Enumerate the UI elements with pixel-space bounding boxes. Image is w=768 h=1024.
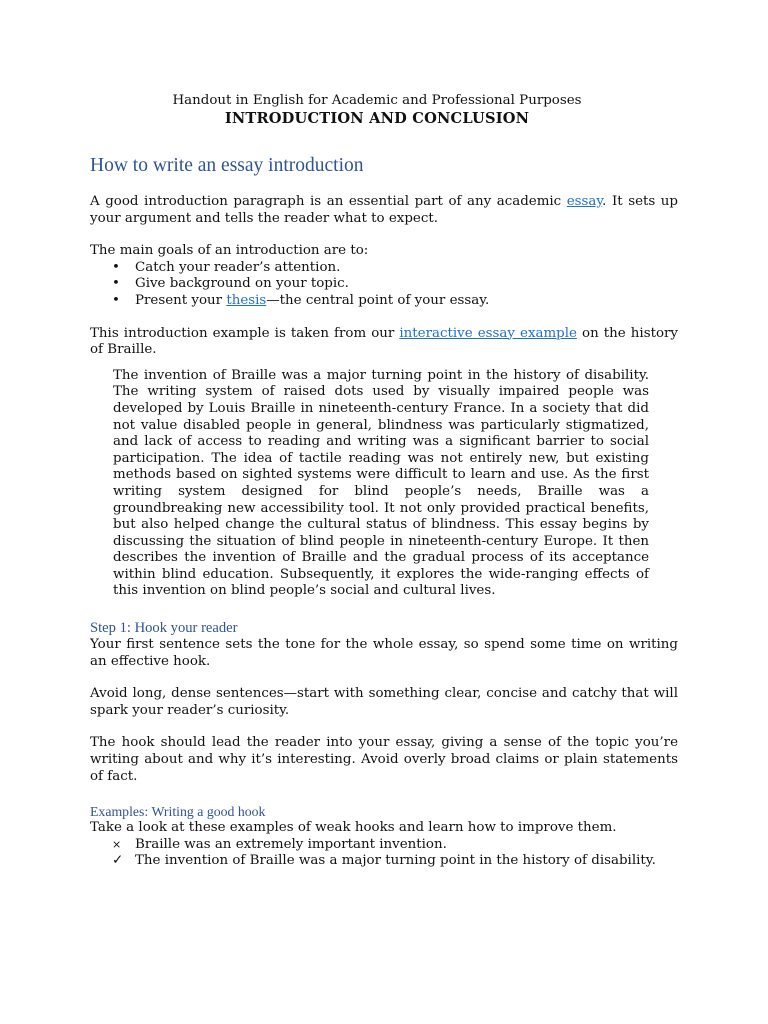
- handout-title: Handout in English for Academic and Professional Purposes: [172, 93, 582, 108]
- check-icon: ✓: [112, 853, 124, 869]
- example-introduction-quote: The invention of Braille was a major turning point in the history of disability. The writing system of raised dots used by visually impaired people was developed by Louis Braille in nineteenth-century France. In a society that did not value disabled people in general, blindness was particularly stigmatized, and lack of access to reading and writing was a significant barrier to social participation. The idea of tactile reading was not entirely new, but existing methods based on sighted systems were difficult to learn and use. As the first writing system designed for blind people’s needs, Braille was a groundbreaking new accessibility tool. It not only provided practical benefits, but also helped change the cultural status of blindness. This essay begins by discussing the situation of blind people in nineteenth-century Europe. It then describes the invention of Braille and the gradual process of its acceptance within blind education. Subsequently, it explores the wide-ranging effects of this invention on blind people’s social and cultural lives.: [113, 367, 649, 599]
- section-heading-introduction: How to write an essay introduction: [90, 155, 364, 176]
- step1-heading: Step 1: Hook your reader: [90, 620, 238, 637]
- examples-list: [90, 837, 678, 870]
- interactive-essay-example-link[interactable]: interactive essay example: [399, 325, 577, 341]
- bullet-icon: •: [112, 292, 120, 308]
- goals-intro: The main goals of an introduction are to:: [90, 243, 369, 259]
- list-item: • Catch your reader’s attention.: [112, 259, 341, 275]
- list-item: • Give background on your topic.: [112, 276, 349, 292]
- thesis-link[interactable]: thesis: [226, 292, 267, 308]
- step1-paragraph-3: The hook should lead the reader into your essay, giving a sense of the topic you’re writing about and why it’s interesting. Avoid overly broad claims or plain statements of fact.: [90, 735, 678, 784]
- example-source-paragraph: This introduction example is taken from our interactive essay example on the history of Braille.: [90, 325, 678, 358]
- list-item: • Present your thesis—the central point of your essay.: [112, 292, 490, 308]
- cross-icon: ×: [112, 837, 122, 851]
- step1-paragraph-2: Avoid long, dense sentences—start with something clear, concise and catchy that will spark your reader’s curiosity.: [90, 686, 678, 718]
- examples-heading: Examples: Writing a good hook: [90, 804, 266, 820]
- list-item: × Braille was an extremely important invention.: [112, 836, 447, 852]
- step1-paragraph-1: Your first sentence sets the tone for the whole essay, so spend some time on writing an effective hook.: [90, 637, 678, 669]
- intro-paragraph: A good introduction paragraph is an essential part of any academic essay. It sets up your argument and tells the reader what to expect.: [90, 194, 678, 226]
- goals-list: [90, 260, 678, 310]
- document-body: [90, 92, 678, 870]
- essay-link[interactable]: essay: [566, 194, 603, 209]
- examples-intro: Take a look at these examples of weak hooks and learn how to improve them.: [90, 820, 617, 836]
- bullet-icon: •: [112, 259, 120, 275]
- bullet-icon: •: [112, 276, 120, 292]
- list-item: ✓ The invention of Braille was a major turning point in the history of disability.: [112, 853, 656, 869]
- document-title: INTRODUCTION AND CONCLUSION: [224, 110, 530, 127]
